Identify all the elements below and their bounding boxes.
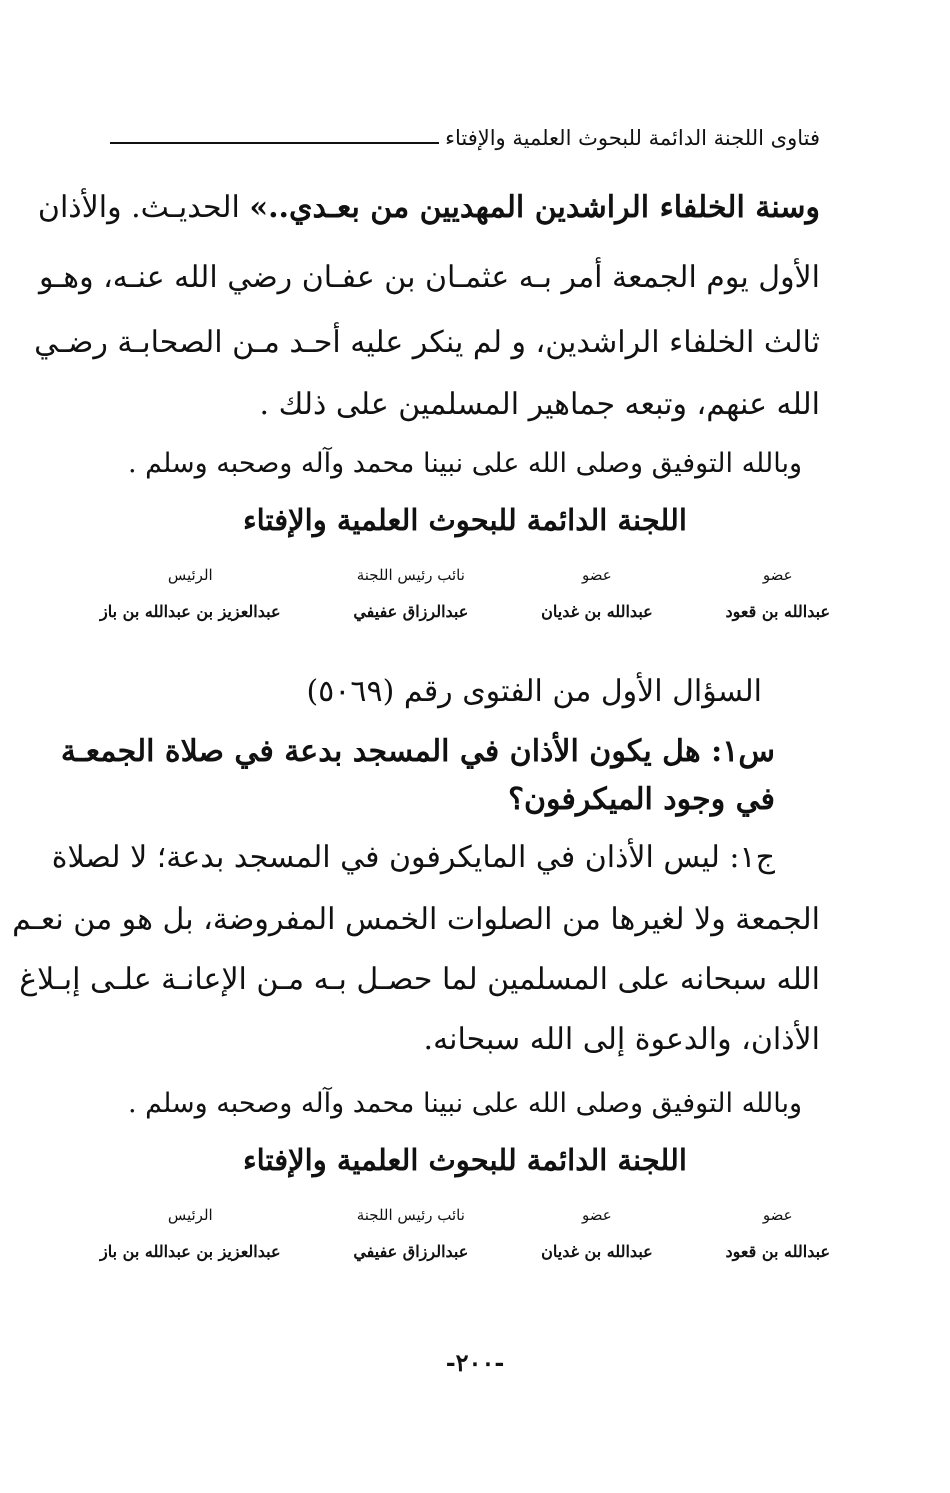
closing-formula-1: وبالله التوفيق وصلى الله على نبينا محمد وآله وصحبه وسلم . <box>127 448 802 479</box>
page-number: -٢٠٠- <box>445 1348 505 1377</box>
hadith-quote: وسنة الخلفاء الراشدين المهديين من بعـدي..» <box>249 190 820 225</box>
signature-role: عضو <box>582 1206 612 1224</box>
signature-role: نائب رئيس اللجنة <box>356 1206 465 1224</box>
signature-role: الرئيس <box>167 566 213 584</box>
signature-name: عبدالرزاق عفيفي <box>353 1242 469 1261</box>
answer-line3: الله سبحانه على المسلمين لما حصـل بـه مـن الإعانـة علـى إبـلاغ <box>19 962 820 997</box>
signature-president <box>100 1206 281 1261</box>
paragraph1-line4: الله عنهم، وتبعه جماهير المسلمين على ذلك . <box>259 387 820 422</box>
signatures-block-2 <box>100 1206 830 1261</box>
signature-name: عبدالعزيز بن عبدالله بن باز <box>100 602 281 621</box>
question-line1: س١: هل يكون الأذان في المسجد بدعة في صلاة الجمعـة <box>60 734 775 769</box>
signature-name: عبدالله بن قعود <box>725 1242 830 1261</box>
signature-name: عبدالله بن غديان <box>541 602 653 621</box>
header-title: فتاوى اللجنة الدائمة للبحوث العلمية والإفتاء <box>445 126 820 150</box>
signature-president <box>100 566 281 621</box>
committee-name-2: اللجنة الدائمة للبحوث العلمية والإفتاء <box>243 1143 687 1177</box>
signature-vice-president <box>353 1206 468 1261</box>
paragraph1-line1 <box>37 188 820 228</box>
signature-member <box>726 1206 831 1261</box>
signature-role: عضو <box>582 566 612 584</box>
signature-member <box>541 1206 653 1261</box>
header-rule <box>110 142 439 144</box>
committee-name-1: اللجنة الدائمة للبحوث العلمية والإفتاء <box>243 503 687 537</box>
signature-name: عبدالعزيز بن عبدالله بن باز <box>100 1242 281 1261</box>
answer-line4: الأذان، والدعوة إلى الله سبحانه. <box>423 1022 820 1057</box>
signature-vice-president <box>353 566 468 621</box>
paragraph1-line1-rest: الحديـث. والأذان <box>37 190 250 225</box>
signature-name: عبدالله بن قعود <box>725 602 830 621</box>
paragraph1-line3: ثالث الخلفاء الراشدين، و لم ينكر عليه أحـد مـن الصحابـة رضـي <box>34 325 820 360</box>
answer-line1: ج١: ليس الأذان في المايكرفون في المسجد بدعة؛ لا لصلاة <box>51 840 775 875</box>
signature-member <box>726 566 831 621</box>
paragraph1-line2: الأول يوم الجمعة أمر بـه عثمـان بن عفـان رضي الله عنـه، وهـو <box>38 260 820 295</box>
signature-member <box>541 566 653 621</box>
closing-formula-2: وبالله التوفيق وصلى الله على نبينا محمد وآله وصحبه وسلم . <box>127 1088 802 1119</box>
signature-role: عضو <box>762 1206 793 1224</box>
signatures-block-1 <box>100 566 830 621</box>
question-line2: في وجود الميكرفون؟ <box>508 782 775 817</box>
signature-role: الرئيس <box>167 1206 213 1224</box>
running-header <box>110 118 820 158</box>
signature-role: عضو <box>762 566 793 584</box>
question-heading: السؤال الأول من الفتوى رقم (٥٠٦٩) <box>306 674 762 709</box>
signature-name: عبدالرزاق عفيفي <box>353 602 469 621</box>
answer-line2: الجمعة ولا لغيرها من الصلوات الخمس المفروضة، بل هو من نعـم <box>12 902 820 937</box>
signature-name: عبدالله بن غديان <box>541 1242 653 1261</box>
signature-role: نائب رئيس اللجنة <box>356 566 465 584</box>
